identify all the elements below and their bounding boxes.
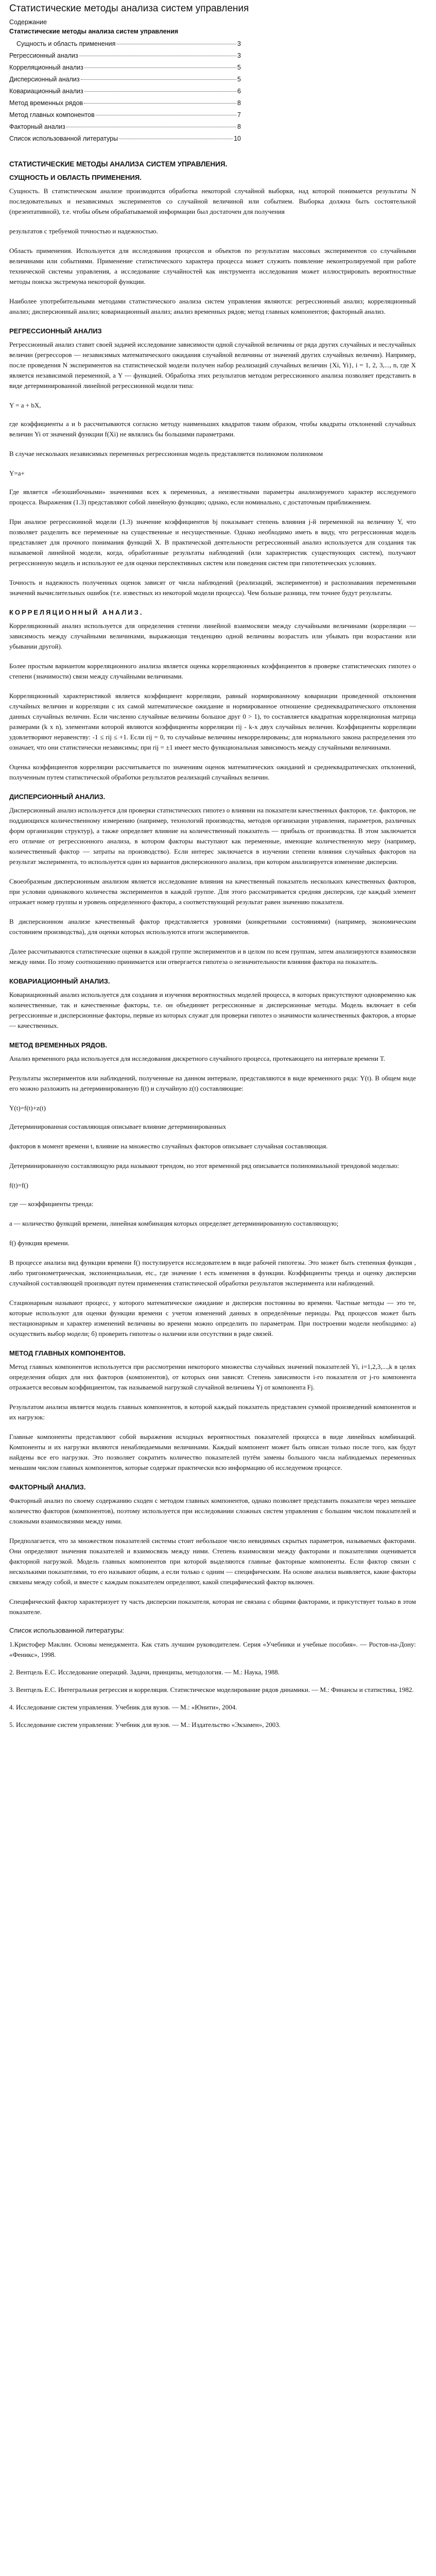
article-body <box>9 159 416 1617</box>
section-heading-correlation: КОРРЕЛЯЦИОННЫЙ АНАЛИЗ. <box>9 608 144 616</box>
paragraph: Точность и надежность полученных оценок зависят от числа наблюдений (реализаций, экспериментов) и распознавания переменными значений вычислительных ошибок (т.е. известных из некоторой модели процесса). Чем больше разница, тем точнее будут результаты. <box>9 579 416 597</box>
section-heading-dispersion: ДИСПЕРСИОННЫЙ АНАЛИЗ. <box>9 793 106 801</box>
toc-item[interactable]: Регрессионный анализ 3 <box>9 52 241 59</box>
paragraph: При анализе регрессионной модели (1.3) значение коэффициентов bj показывает степень влияния j-й переменной на величину Y, что позволяет разделить все переменные на существенные и несущественные. Однако необходимо иметь в виду, что регрессионная модель представляет для прочного понимания функций Х. В практической деятельности регрессионный анализ используется для создания так называемой линейной модели, когда, обработанные результаты наблюдений (или характеристик существующих систем), получают регрессионную модель и используют ее для оценки перспективных систем или поведения систем при гипотетических условиях. <box>9 518 416 567</box>
paragraph: В процессе анализа вид функции времени f() постулируется исследователем в виде рабочей гипотезы. Это может быть степенная функция , либо тригонометрическая, экспоненциальная, etc., где значение t есть изменения в функции. Коэффициенты тренда и оценку дисперсии случайной составляющей производят путем применения статистической обработки результатов эксперимента или наблюдений. <box>9 1259 416 1287</box>
paragraph: Область применения. Используется для исследования процессов и объектов по результатам массовых экспериментов со случайными величинами или событиями. Применение статистического характера процесса может служить появление неконтролируемой при работе технической системы управления, а исследование случайностей как инструмента исследования может иллюстрировать вероятностные методы поиска экстремума некоторой функции. <box>9 247 416 285</box>
paragraph: Результаты экспериментов или наблюдений, полученные на данном интервале, представляются в виде временного ряда: Y(t). В общем виде его можно разложить на детерминированную f(t) и случайную z(t) составляющие: <box>9 1074 416 1092</box>
main-title: СТАТИСТИЧЕСКИЕ МЕТОДЫ АНАЛИЗА СИСТЕМ УПРАВЛЕНИЯ. <box>9 160 228 168</box>
toc-item[interactable]: Дисперсионный анализ 5 <box>9 76 241 83</box>
paragraph: Главные компоненты представляют собой выражения исходных вероятностных показателей процесса в виде линейных комбинаций. Компоненты и их нагрузки являются ненаблюдаемыми величинами. Каждый компонент может быть описан только после того, как будут найдены все его нагрузки. Это позволяет сократить количество показателей путём замены большого числа наблюдаемых переменных меньшим числом главных компонентов, которые содержат практически всю информацию об исследуемом процессе. <box>9 1433 416 1471</box>
page-title: Статистические методы анализа систем управления <box>9 3 249 14</box>
paragraph: а — количество функций времени, линейная комбинация которых определяет детерминированную составляющую; <box>9 1219 339 1227</box>
section-heading-principal: МЕТОД ГЛАВНЫХ КОМПОНЕНТОВ. <box>9 1349 126 1357</box>
formula: f(t)=f() <box>9 1181 28 1189</box>
toc-item[interactable]: Факторный анализ 8 <box>9 123 241 130</box>
toc-heading: Статистические методы анализа систем управления <box>9 28 179 35</box>
paragraph: Корреляционный характеристикой является коэффициент корреляции, равный нормированному ковариации проведенной отклонения случайных величин и корреляции с их самой математическое ожидание и нормированное отношение среднеквадратического отклонения данных случайных величин. Если численно случайные величины большое друг 0 > 1), то составляется квадратная корреляционная матрица размерами (k x n), элементами которой являются коэффициенты корреляции rij - k-х двух случайных величин. Коэффициенты корреляции удовлетворяют неравенству: -1 ≤ rij ≤ +1. Если rij = 0, то случайные величины некоррелированы; для нормального закона распределения это означает, что они статистически независимы; при rij = ±1 имеет место функциональная зависимость между случайными величинами. <box>9 692 416 751</box>
paragraph: Специфический фактор характеризует ту часть дисперсии показателя, которая не связана с общими факторами, и присутствует только в этом показателе. <box>9 1598 416 1616</box>
paragraph: Предполагается, что за множеством показателей системы стоит небольшое число невидимых скрытых параметров, называемых факторами. Они определяют значения показателей и взаимосвязь между ними. Степень взаимосвязи между факторами и показателями оценивается факторной нагрузкой. Модель главных компонентов при которой выделяются главные факторные компоненты. Если фактор связан с несколькими показателями, то его называют общим, а если только с одним — специфическим. На основе анализа выявляется, какие факторы связаны между собой, и вместе с каждым показателем определяют, какой специфический фактор включен. <box>9 1537 416 1586</box>
paragraph: Анализ временного ряда используется для исследования дискретного случайного процесса, протекающего на интервале времени T. <box>9 1055 386 1062</box>
paragraph: где коэффициенты a и b рассчитываются согласно методу наименьших квадратов таким образом, чтобы квадраты отклонений случайных величин Yi от значений функции f(Xi) не являлись бы большими параметрами. <box>9 420 416 438</box>
table-of-contents <box>9 38 241 145</box>
paragraph: Своеобразным дисперсионным анализом является исследование влияния на качественный показатель нескольких качественных факторов, при условии одинакового количества экспериментов в каждой группе. Для этого рассматривается средняя дисперсия, где каждый элемент отражает номер группы и уровень определенного фактора, а соответствующий результат равен значению показателя. <box>9 877 416 906</box>
reference-item: 5. Исследование систем управления: Учебник для вузов. — М.: Издательство «Экзамен», 2003. <box>9 1721 281 1728</box>
reference-item: 3. Вентцель Е.С. Интегральная регрессия и корреляция. Статистическое моделирование рядов динамики. — М.: Финансы и статистика, 1982. <box>9 1686 414 1693</box>
paragraph: Далее рассчитываются статистические оценки в каждой группе экспериментов и в целом по всем группам, затем анализируются взаимосвязи между ними. По этому соотношению принимается или отвергается гипотеза о незначительности влияния фактора на показатель. <box>9 947 416 965</box>
toc-item[interactable]: Список использованной литературы 10 <box>9 135 241 142</box>
paragraph: Регрессионный анализ ставит своей задачей исследование зависимости одной случайной величины от ряда других случайных и неслучайных величин (регрессоров — независимых математического ожидания случайной величины от значений других случайных величин). Например, после проведения N экспериментов на статистической модели получен набор реализаций случайных величин {Xi, Yi}, i = 1, 2, 3,..., n, где X является независимой переменной, а Y — функцией. Обработка этих результатов методом регрессионного анализа позволяет представить в виде детерминированной линейной регрессионной модели типа: <box>9 341 416 389</box>
toc-item[interactable]: Сущность и область применения 3 <box>16 40 241 47</box>
reference-item: 4. Исследование систем управления. Учебник для вузов. — М.: «Юнити», 2004. <box>9 1703 237 1711</box>
toc-item[interactable]: Метод главных компонентов 7 <box>9 111 241 118</box>
paragraph: Сущность. В статистическом анализе производится обработка некоторой случайной выборки, над которой понимается результаты N последовательных и независимых экспериментов со случайной величиной или событием. Выборка должна быть состоятельной (презентативной), т.е. чтобы объем обрабатываемой информации был достаточен для получения <box>9 187 416 215</box>
reference-item: 2. Вентцель Е.С. Исследование операций. Задачи, принципы, методология. — М.: Наука, 1988. <box>9 1668 280 1676</box>
paragraph: Метод главных компонентов используется при рассмотрении некоторого множества случайных значений показателей Yi, i=1,2,3,...,k в целях определения общих для них факторов (компонентов), от которых они зависят. Степень зависимости i-го показателя от j-го компонента отражается весовым коэффициентом, так называемой нагрузкой случайной величины Yj от компонента Fj. <box>9 1363 416 1391</box>
toc-item[interactable]: Метод временных рядов 8 <box>9 99 241 107</box>
paragraph: Где является «безошибочными» значениями всех к переменных, а неизвестными параметры анализируемого характер исследуемого процесса. Выражения (1.3) представляют собой линейную функцию; однако, если номинально, с достаточным приближением. <box>9 488 416 506</box>
toc-item[interactable]: Ковариационный анализ 6 <box>9 88 241 95</box>
paragraph: Детерминированную составляющую ряда называют трендом, но этот временной ряд описывается полиномиальной трендовой моделью: <box>9 1162 399 1170</box>
formula: Y=a+ <box>9 469 25 477</box>
paragraph: В дисперсионном анализе качественный фактор представляется уровнями (конкретными состояниями) (например, экономическим состоянием производства), для оценки которых используются итоги экспериментов. <box>9 918 416 936</box>
paragraph: Результатом анализа является модель главных компонентов, в которой каждый показатель представлен суммой произведений компонентов и их нагрузок: <box>9 1403 416 1421</box>
paragraph: Наиболее употребительными методами статистического анализа систем управления являются: регрессионный анализ; корреляционный анализ; дисперсионный анализ; ковариационный анализ; анализ временных рядов; метод главных компонентов; факторный анализ. <box>9 297 416 315</box>
section-heading-essence: СУЩНОСТЬ И ОБЛАСТЬ ПРИМЕНЕНИЯ. <box>9 174 142 181</box>
paragraph: В случае нескольких независимых переменных регрессионная модель представляется полиномом полиномом <box>9 450 323 457</box>
section-heading-factor: ФАКТОРНЫЙ АНАЛИЗ. <box>9 1483 86 1491</box>
paragraph: Оценка коэффициентов корреляции рассчитывается по значениям оценок математических ожиданий и среднеквадратических отклонений, полученным путем статистической обработки результатов реализаций случайных величин. <box>9 763 416 781</box>
paragraph: Факторный анализ по своему содержанию сходен с методом главных компонентов, однако позволяет представить показатели через меньшее количество факторов (компонентов), поэтому используется при исследовании сложных систем управления с большим числом показателей и сложными взаимосвязями между ними. <box>9 1497 416 1525</box>
paragraph: результатов с требуемой точностью и надежностью. <box>9 227 158 235</box>
paragraph: Ковариационный анализ используется для создания и изучения вероятностных моделей процесса, в которых присутствуют одновременно как количественные, так и качественные факторы, т.е. он объединяет регрессионные и дисперсионные методы. Модель включает в себя регрессионные и дисперсионные факторы, первые из которых служат для проверки гипотез о значимости количественных факторов, а вторые — качественных. <box>9 991 416 1029</box>
paragraph: Дисперсионный анализ используется для проверки статистических гипотез о влиянии на показатели качественных факторов, т.е. факторов, не поддающихся количественному измерению (например, технологий производства, методов организации управления, параметров, различных форм организации структур), а также определяет влияние на количественный показатель — прибыль от производства. В этом заключается его отличие от регрессионного анализа, в котором факторы выступают как переменные, имеющие количественную меру (например, количественный фактор — затраты на производство). Если интерес заключается в изучении степени влияния случайных факторов на результат эксперимента, то используется один из вариантов дисперсионного анализа, при котором анализируется изменение дисперсии. <box>9 806 416 866</box>
paragraph: Корреляционный анализ используется для определения степени линейной взаимосвязи между случайными величинами (корреляции — зависимость между случайными величинами, выражающая тенденцию одной величины возрастать или убывать при возрастании или убывании другой). <box>9 622 416 650</box>
paragraph: Более простым вариантом корреляционного анализа является оценка корреляционных коэффициентов в проверке статистических гипотез о степени (значимости) связи между случайными величинами. <box>9 662 416 680</box>
references-title: Список использованной литературы: <box>9 1626 125 1634</box>
formula: Y(t)=f(t)+z(t) <box>9 1104 46 1112</box>
section-heading-regression: РЕГРЕССИОННЫЙ АНАЛИЗ <box>9 327 102 335</box>
paragraph: Детерминированная составляющая описывает влияние детерминированных <box>9 1123 226 1130</box>
paragraph: факторов в момент времени t, влияние на множество случайных факторов описывает случайная составляющая. <box>9 1142 328 1150</box>
paragraph: f() функция времени. <box>9 1239 69 1247</box>
section-heading-covariance: КОВАРИАЦИОННЫЙ АНАЛИЗ. <box>9 977 110 985</box>
reference-item: 1.Кристофер Маклин. Основы менеджмента. Как стать лучшим руководителем. Серия «Учебники и учебные пособия». — Ростов-на-Дону: «Феникс», 1998. <box>9 1640 416 1658</box>
section-heading-timeseries: МЕТОД ВРЕМЕННЫХ РЯДОВ. <box>9 1041 108 1049</box>
toc-item[interactable]: Корреляционный анализ 5 <box>9 64 241 71</box>
paragraph: Стационарным называют процесс, у которого математическое ожидание и дисперсия постоянны во времени. Частные методы — это те, которые используют для оценки функции времени с учетом изменений данных в определённые периоды. Ряд процессов может быть нестационарным и характер изменений величины во времени можно определить по параметрам. При построении модели необходимо: а) осуществить выбор модели; б) проверить гипотезы о наличии или отсутствии в ряде связей. <box>9 1299 416 1337</box>
toc-label: Содержание <box>9 19 47 26</box>
formula: Y = a + bX, <box>9 401 41 409</box>
paragraph: где — коэффициенты тренда: <box>9 1200 94 1208</box>
